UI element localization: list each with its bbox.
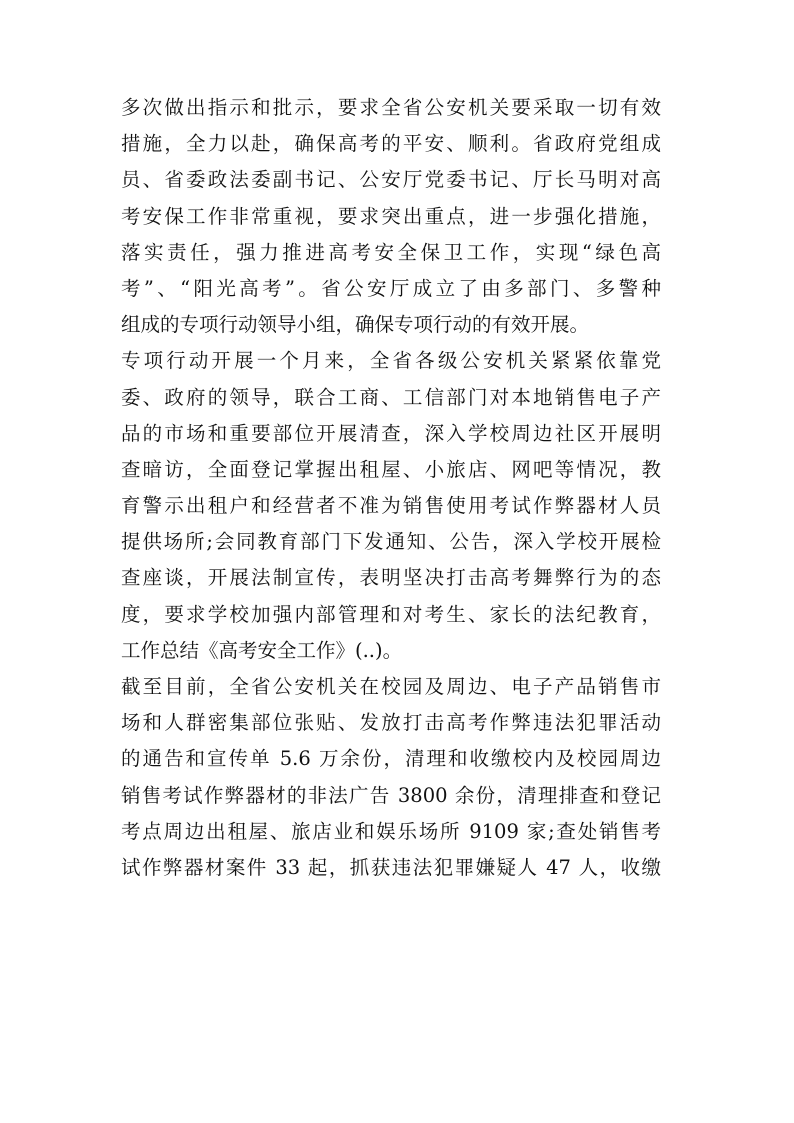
text-line: 查暗访，全面登记掌握出租屋、小旅店、网吧等情况，教 [121, 457, 661, 481]
text-line: 试作弊器材案件 33 起，抓获违法犯罪嫌疑人 47 人，收缴 [121, 855, 661, 879]
text-line: 员、省委政法委副书记、公安厅党委书记、厅长马明对高 [121, 168, 661, 192]
text-line: 措施，全力以赴，确保高考的平安、顺利。省政府党组成 [121, 132, 661, 156]
text-line: 考点周边出租屋、旅店业和娱乐场所 9109 家;查处销售考 [121, 819, 661, 843]
text-line: 组成的专项行动领导小组，确保专项行动的有效开展。 [121, 313, 590, 337]
paragraph-1 [121, 90, 661, 343]
text-line: 品的市场和重要部位开展清查，深入学校周边社区开展明 [121, 421, 661, 445]
text-line: 考安保工作非常重视，要求突出重点，进一步强化措施， [121, 204, 661, 228]
text-line: 考”、“阳光高考”。省公安厅成立了由多部门、多警种 [121, 276, 661, 300]
text-line: 委、政府的领导，联合工商、工信部门对本地销售电子产 [121, 385, 661, 409]
paragraph-2 [121, 343, 661, 669]
text-line: 专项行动开展一个月来，全省各级公安机关紧紧依靠党 [121, 349, 661, 373]
text-line: 销售考试作弊器材的非法广告 3800 余份，清理排查和登记 [121, 783, 661, 807]
text-line: 育警示出租户和经营者不准为销售使用考试作弊器材人员 [121, 494, 661, 518]
text-line: 工作总结《高考安全工作》(..)。 [121, 638, 403, 662]
text-line: 提供场所;会同教育部门下发通知、公告，深入学校开展检 [121, 530, 661, 554]
paragraph-3 [121, 669, 661, 886]
text-line: 多次做出指示和批示，要求全省公安机关要采取一切有效 [121, 96, 661, 119]
text-line: 场和人群密集部位张贴、发放打击高考作弊违法犯罪活动 [121, 711, 661, 735]
document-body [121, 90, 661, 886]
text-line: 的通告和宣传单 5.6 万余份，清理和收缴校内及校园周边 [121, 747, 661, 771]
text-line: 截至目前，全省公安机关在校园及周边、电子产品销售市 [121, 675, 661, 698]
text-line: 度，要求学校加强内部管理和对考生、家长的法纪教育， [121, 602, 661, 626]
text-line: 落实责任，强力推进高考安全保卫工作，实现“绿色高 [121, 240, 661, 264]
text-line: 查座谈，开展法制宣传，表明坚决打击高考舞弊行为的态 [121, 566, 661, 590]
